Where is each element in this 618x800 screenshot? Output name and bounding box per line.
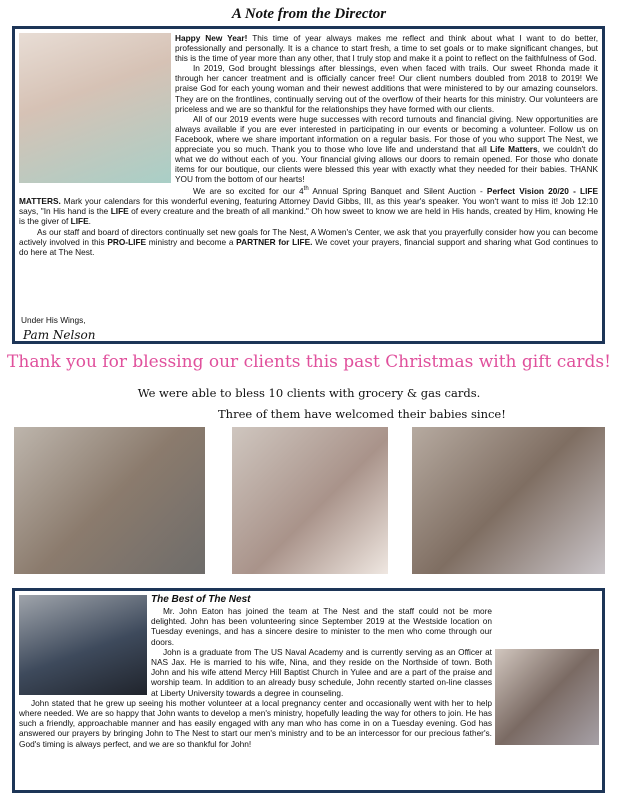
christmas-line-1: We were able to bless 10 clients with grocery & gas cards. (137, 386, 481, 400)
letter-paragraph-4 (19, 184, 598, 226)
nest-paragraph-2: John is a graduate from The US Naval Academy and is currently serving as an Officer at NAS Jax. He is married to his wife, Nina, and they reside on the Northside of town. Both John and his wife attend Mercy Hill Baptist Church in Yulee and are a part of the praise and worship team. In addition to an already busy schedule, John recently started on-line classes at Liberty University towards a degree in counseling. (151, 646, 492, 698)
family-with-gift-photo-icon (412, 427, 605, 574)
nest-paragraph-3: John stated that he grew up seeing his mother volunteer at a local pregnancy center and occasionally went with her to help where needed. We are so happy that John wants to develop a men's ministry, hopefully leading the way for others to join. He has such a friendly, approachable manner and has easily engaged with any man who has come in on a Tuesday evening. God has answered our prayers by bringing John to The Nest to start our men's ministry and to be an intercessor for our precious father's. God's timing is always perfect, and we are so thankful for John! (19, 697, 492, 749)
letter-text: As our staff and board of directors continually set new goals for The Nest, A Women's Center, we ask that you prayerfully consider how you can become actively involved in this (19, 226, 598, 247)
letter-text: Mark your calendars for this wonderful evening, featuring Attorney David Gibbs, III, as this year's speaker. You won't want to miss it! Job 12:10 says, "In His hand is the (19, 196, 598, 217)
letter-text: Annual Spring Banquet and Silent Auction - (308, 186, 487, 197)
client-gift-card-photo-icon (232, 427, 388, 574)
letter-paragraph-5 (19, 227, 598, 257)
client-with-baby-photo-icon (14, 427, 205, 574)
letter-bold: Life Matters (490, 144, 538, 155)
director-note-box (12, 26, 605, 344)
letter-bold: Perfect Vision 20/20 - LIFE MATTERS. (19, 186, 598, 207)
letter-paragraph-2: In 2019, God brought blessings after blessings, even when faced with trails. Our sweet Rhonda made it through her cancer treatment and is officially cancer free! Our client numbers doubled from 2018 to 2019! We praise God for each young woman and their newest additions that were ministered to by our amazing counselors. They are on the frontlines, continually serving out of the overflow of their hearts for this ministry. Our volunteers are priceless and we are so thankful for the relationships they have formed with our clients. (175, 63, 598, 114)
letter-text: This time of year always makes me reflect and think about what I want to do better, professionally and personally. It is a chance to start fresh, a time to set goals or to make significant changes, but this is the time of year more than any other, that I truly stop and make it a point to reflect on the faithfulness of God. (175, 33, 598, 64)
letter-sup: th (303, 186, 309, 193)
letter-lead: Happy New Year! (175, 33, 248, 43)
letter-text: All of our 2019 events were huge successes with record turnouts and financial giving. New opportunities are always available if you are ever interested in participating in our events or becoming a volunteer. Follow us on Facebook, where we share important information on a regular basis. For those of you who support The Nest, we appreciate you so much. Thank you to those who love life and understand that all (175, 113, 598, 155)
page-title: A Note from the Director (231, 6, 387, 22)
letter-text: We are so excited for our 4 (193, 186, 304, 197)
best-of-nest-heading: The Best of The Nest (151, 594, 251, 605)
director-letter (19, 33, 598, 257)
letter-text: . (88, 216, 91, 227)
letter-signoff: Under His Wings, (21, 315, 86, 325)
letter-text: We covet your prayers, financial support and sharing what God continues to do here at The Nest. (19, 236, 598, 257)
letter-bold: PARTNER for LIFE. (236, 236, 313, 247)
letter-bold: LIFE (70, 216, 89, 227)
letter-text: , we couldn't do what we do without each of you. Your financial giving allows our doors to remain opened. For those who donate items for our boutique, our clients were blessed this year with exactly what they needed for their babies. THANK YOU from the bottom of our hearts! (175, 144, 598, 185)
letter-bold: PRO-LIFE (107, 236, 147, 247)
letter-text: ministry and become a (146, 236, 237, 247)
best-of-nest-text (19, 594, 598, 749)
christmas-line-2: Three of them have welcomed their babies since! (218, 407, 506, 421)
letter-bold: LIFE (110, 206, 129, 217)
best-of-nest-box (12, 588, 605, 793)
christmas-headline: Thank you for blessing our clients this past Christmas with gift cards! (7, 352, 611, 372)
nest-paragraph-1: Mr. John Eaton has joined the team at The Nest and the staff could not be more delighted. John has been volunteering since September 2019 at the Westside location on Tuesday evenings, and has a sincere desire to minister to the men who come through our doors. (151, 606, 492, 647)
signature: Pam Nelson (23, 328, 96, 342)
letter-text: of every creature and the breath of all mankind." Oh how sweet to know we are held in His hands, created by Him, knowing He is the giver of (19, 206, 598, 227)
